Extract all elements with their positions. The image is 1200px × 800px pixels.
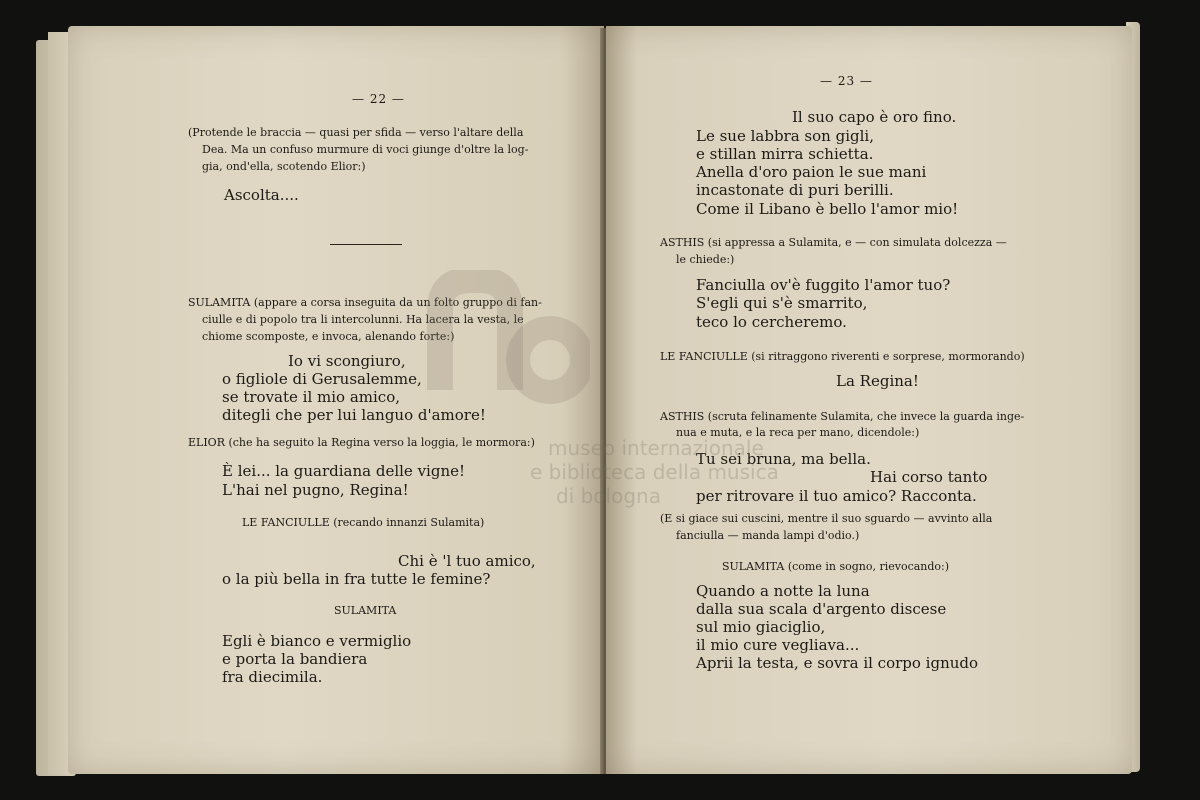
right-page-number: — 23 — <box>820 74 873 88</box>
watermark-text: museo internazionale <box>548 436 764 460</box>
speaker-stage-direction: ASTHIS (scruta felinamente Sulamita, che invece la guarda inge- <box>660 410 1025 423</box>
watermark-text: e biblioteca della musica <box>530 460 779 484</box>
stage-direction: (E si giace sui cuscini, mentre il suo sguardo — avvinto alla <box>660 512 993 525</box>
watermark-logo-icon <box>420 270 590 410</box>
verse-line: o la più bella in fra tutte le femine? <box>222 570 491 588</box>
stage-direction: fanciulla — manda lampi d'odio.) <box>676 529 860 542</box>
right-page <box>606 26 1132 774</box>
left-page-number: — 22 — <box>352 92 405 106</box>
verse-line: e stillan mirra schietta. <box>696 145 874 163</box>
verse-line: Io vi scongiuro, <box>288 352 406 370</box>
watermark-logo <box>420 270 590 410</box>
verse-line: Aprii la testa, e sovra il corpo ignudo <box>696 654 979 672</box>
verse-line: se trovate il mio amico, <box>222 388 401 406</box>
speaker-stage-direction: LE FANCIULLE (recando innanzi Sulamita) <box>242 516 485 529</box>
verse-line: Hai corso tanto <box>870 468 988 486</box>
verse-line: fra diecimila. <box>222 668 323 686</box>
verse-line: Tu sei bruna, ma bella. <box>696 450 871 468</box>
verse-line: teco lo cercheremo. <box>696 313 847 331</box>
speaker-stage-direction: chiome scomposte, e invoca, alenando forte:) <box>202 330 455 343</box>
verse-line: È lei... la guardiana delle vigne! <box>222 462 466 480</box>
verse-line: dalla sua scala d'argento discese <box>696 600 947 618</box>
verse-line: L'hai nel pugno, Regina! <box>222 481 409 499</box>
verse-line: o figliole di Gerusalemme, <box>222 370 422 388</box>
speaker-stage-direction: LE FANCIULLE (si ritraggono riverenti e sorprese, mormorando) <box>660 350 1025 363</box>
left-stage-direction: Dea. Ma un confuso murmure di voci giunge d'oltre la log- <box>202 143 529 156</box>
verse-line: il mio cure vegliava... <box>696 636 860 654</box>
verse-line: Il suo capo è oro fino. <box>792 108 957 126</box>
verse-line: e porta la bandiera <box>222 650 368 668</box>
verse-line: S'egli qui s'è smarrito, <box>696 294 868 312</box>
speaker-stage-direction: ciulle e di popolo tra li intercolunni. Ha lacera la vesta, le <box>202 313 524 326</box>
left-stage-direction: (Protende le braccia — quasi per sfida — verso l'altare della <box>188 126 524 139</box>
verse-line: Le sue labbra son gigli, <box>696 127 874 145</box>
verse-line: Fanciulla ov'è fuggito l'amor tuo? <box>696 276 951 294</box>
watermark-text: di bologna <box>556 484 661 508</box>
speaker-name: SULAMITA <box>334 604 397 617</box>
verse-line: Quando a notte la luna <box>696 582 870 600</box>
section-divider <box>330 244 402 245</box>
verse-line: per ritrovare il tuo amico? Racconta. <box>696 487 977 505</box>
verse-line: sul mio giaciglio, <box>696 618 826 636</box>
speaker-stage-direction: ELIOR (che ha seguito la Regina verso la loggia, le mormora:) <box>188 436 535 449</box>
verse-line: Egli è bianco e vermiglio <box>222 632 412 650</box>
verse-line: Come il Libano è bello l'amor mio! <box>696 200 959 218</box>
verse-line: Ascolta.... <box>224 186 299 204</box>
verse-line: Chi è 'l tuo amico, <box>398 552 536 570</box>
speaker-stage-direction: SULAMITA (come in sogno, rievocando:) <box>722 560 950 573</box>
verse-line: incastonate di puri berilli. <box>696 181 894 199</box>
left-stage-direction: gia, ond'ella, scotendo Elior:) <box>202 160 366 173</box>
verse-line: Anella d'oro paion le sue mani <box>696 163 927 181</box>
speaker-stage-direction: nua e muta, e la reca per mano, dicendole:) <box>676 426 920 439</box>
verse-line: La Regina! <box>836 372 919 390</box>
speaker-stage-direction: le chiede:) <box>676 253 735 266</box>
speaker-stage-direction: SULAMITA (appare a corsa inseguita da un folto gruppo di fan- <box>188 296 542 309</box>
speaker-stage-direction: ASTHIS (si appressa a Sulamita, e — con simulata dolcezza — <box>660 236 1007 249</box>
verse-line: ditegli che per lui languo d'amore! <box>222 406 486 424</box>
